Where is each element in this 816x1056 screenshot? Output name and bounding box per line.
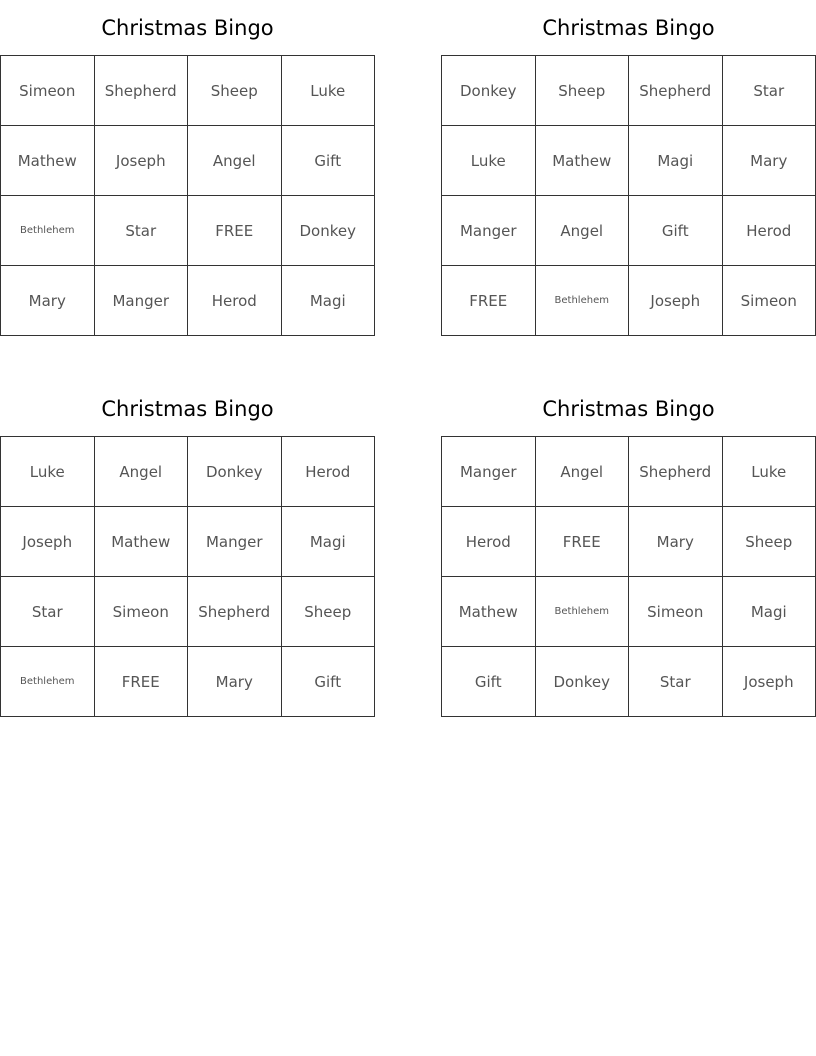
bingo-cell: Luke bbox=[723, 437, 816, 507]
bingo-cell: Mathew bbox=[1, 126, 95, 196]
bingo-cell: Sheep bbox=[536, 56, 630, 126]
bingo-cell: Mary bbox=[723, 126, 816, 196]
bingo-cell: Mary bbox=[629, 507, 723, 577]
bingo-cell: Magi bbox=[723, 577, 816, 647]
bingo-cell: Magi bbox=[282, 507, 376, 577]
bingo-cell: Manger bbox=[442, 437, 536, 507]
bingo-cell: Joseph bbox=[723, 647, 816, 717]
bingo-cell: Simeon bbox=[95, 577, 189, 647]
bingo-grid bbox=[0, 436, 375, 717]
bingo-cell: Donkey bbox=[442, 56, 536, 126]
bingo-grid bbox=[441, 436, 816, 717]
bingo-cell: Simeon bbox=[723, 266, 816, 336]
bingo-cell: Manger bbox=[188, 507, 282, 577]
bingo-cell: Sheep bbox=[188, 56, 282, 126]
bingo-cell: Donkey bbox=[188, 437, 282, 507]
bingo-cell: Star bbox=[629, 647, 723, 717]
bingo-cell: Joseph bbox=[629, 266, 723, 336]
bingo-cell: Donkey bbox=[536, 647, 630, 717]
bingo-cell: Manger bbox=[442, 196, 536, 266]
bingo-cell: FREE bbox=[536, 507, 630, 577]
bingo-grid bbox=[0, 55, 375, 336]
bingo-cell: Gift bbox=[442, 647, 536, 717]
bingo-cell: Star bbox=[1, 577, 95, 647]
bingo-cell: Shepherd bbox=[95, 56, 189, 126]
bingo-cell: FREE bbox=[188, 196, 282, 266]
bingo-cell: Donkey bbox=[282, 196, 376, 266]
bingo-cell: Simeon bbox=[1, 56, 95, 126]
bingo-cell: Bethlehem bbox=[1, 196, 95, 266]
bingo-cell: Mary bbox=[1, 266, 95, 336]
card-title: Christmas Bingo bbox=[101, 397, 274, 421]
bingo-card-2 bbox=[441, 0, 816, 336]
bingo-cell: Joseph bbox=[1, 507, 95, 577]
bingo-cell: Mathew bbox=[442, 577, 536, 647]
bingo-cell: Gift bbox=[282, 126, 376, 196]
bingo-cell: Herod bbox=[282, 437, 376, 507]
bingo-cell: Bethlehem bbox=[1, 647, 95, 717]
bingo-cell: Luke bbox=[282, 56, 376, 126]
bingo-cell: Herod bbox=[723, 196, 816, 266]
bingo-cell: Bethlehem bbox=[536, 266, 630, 336]
bingo-cell: Star bbox=[95, 196, 189, 266]
bingo-cell: Angel bbox=[536, 437, 630, 507]
bingo-cell: Mathew bbox=[95, 507, 189, 577]
card-title: Christmas Bingo bbox=[542, 397, 715, 421]
bingo-cell: Sheep bbox=[282, 577, 376, 647]
card-title: Christmas Bingo bbox=[101, 16, 274, 40]
bingo-cell: Shepherd bbox=[629, 437, 723, 507]
bingo-cell: Gift bbox=[629, 196, 723, 266]
bingo-cell: Mathew bbox=[536, 126, 630, 196]
bingo-cell: Magi bbox=[282, 266, 376, 336]
bingo-cell: Magi bbox=[629, 126, 723, 196]
bingo-cell: Herod bbox=[442, 507, 536, 577]
bingo-cell: Gift bbox=[282, 647, 376, 717]
bingo-cell: FREE bbox=[442, 266, 536, 336]
bingo-cell: Mary bbox=[188, 647, 282, 717]
bingo-cell: Angel bbox=[536, 196, 630, 266]
bingo-cell: FREE bbox=[95, 647, 189, 717]
bingo-card-1 bbox=[0, 0, 375, 336]
bingo-cell: Luke bbox=[1, 437, 95, 507]
bingo-cell: Star bbox=[723, 56, 816, 126]
bingo-cell: Angel bbox=[95, 437, 189, 507]
bingo-cell: Shepherd bbox=[188, 577, 282, 647]
bingo-cell: Luke bbox=[442, 126, 536, 196]
bingo-cell: Manger bbox=[95, 266, 189, 336]
bingo-cell: Angel bbox=[188, 126, 282, 196]
bingo-cell: Bethlehem bbox=[536, 577, 630, 647]
bingo-cell: Herod bbox=[188, 266, 282, 336]
card-title: Christmas Bingo bbox=[542, 16, 715, 40]
bingo-cell: Joseph bbox=[95, 126, 189, 196]
bingo-card-4 bbox=[441, 381, 816, 717]
bingo-cell: Sheep bbox=[723, 507, 816, 577]
bingo-cell: Shepherd bbox=[629, 56, 723, 126]
bingo-grid bbox=[441, 55, 816, 336]
bingo-card-3 bbox=[0, 381, 375, 717]
bingo-cell: Simeon bbox=[629, 577, 723, 647]
